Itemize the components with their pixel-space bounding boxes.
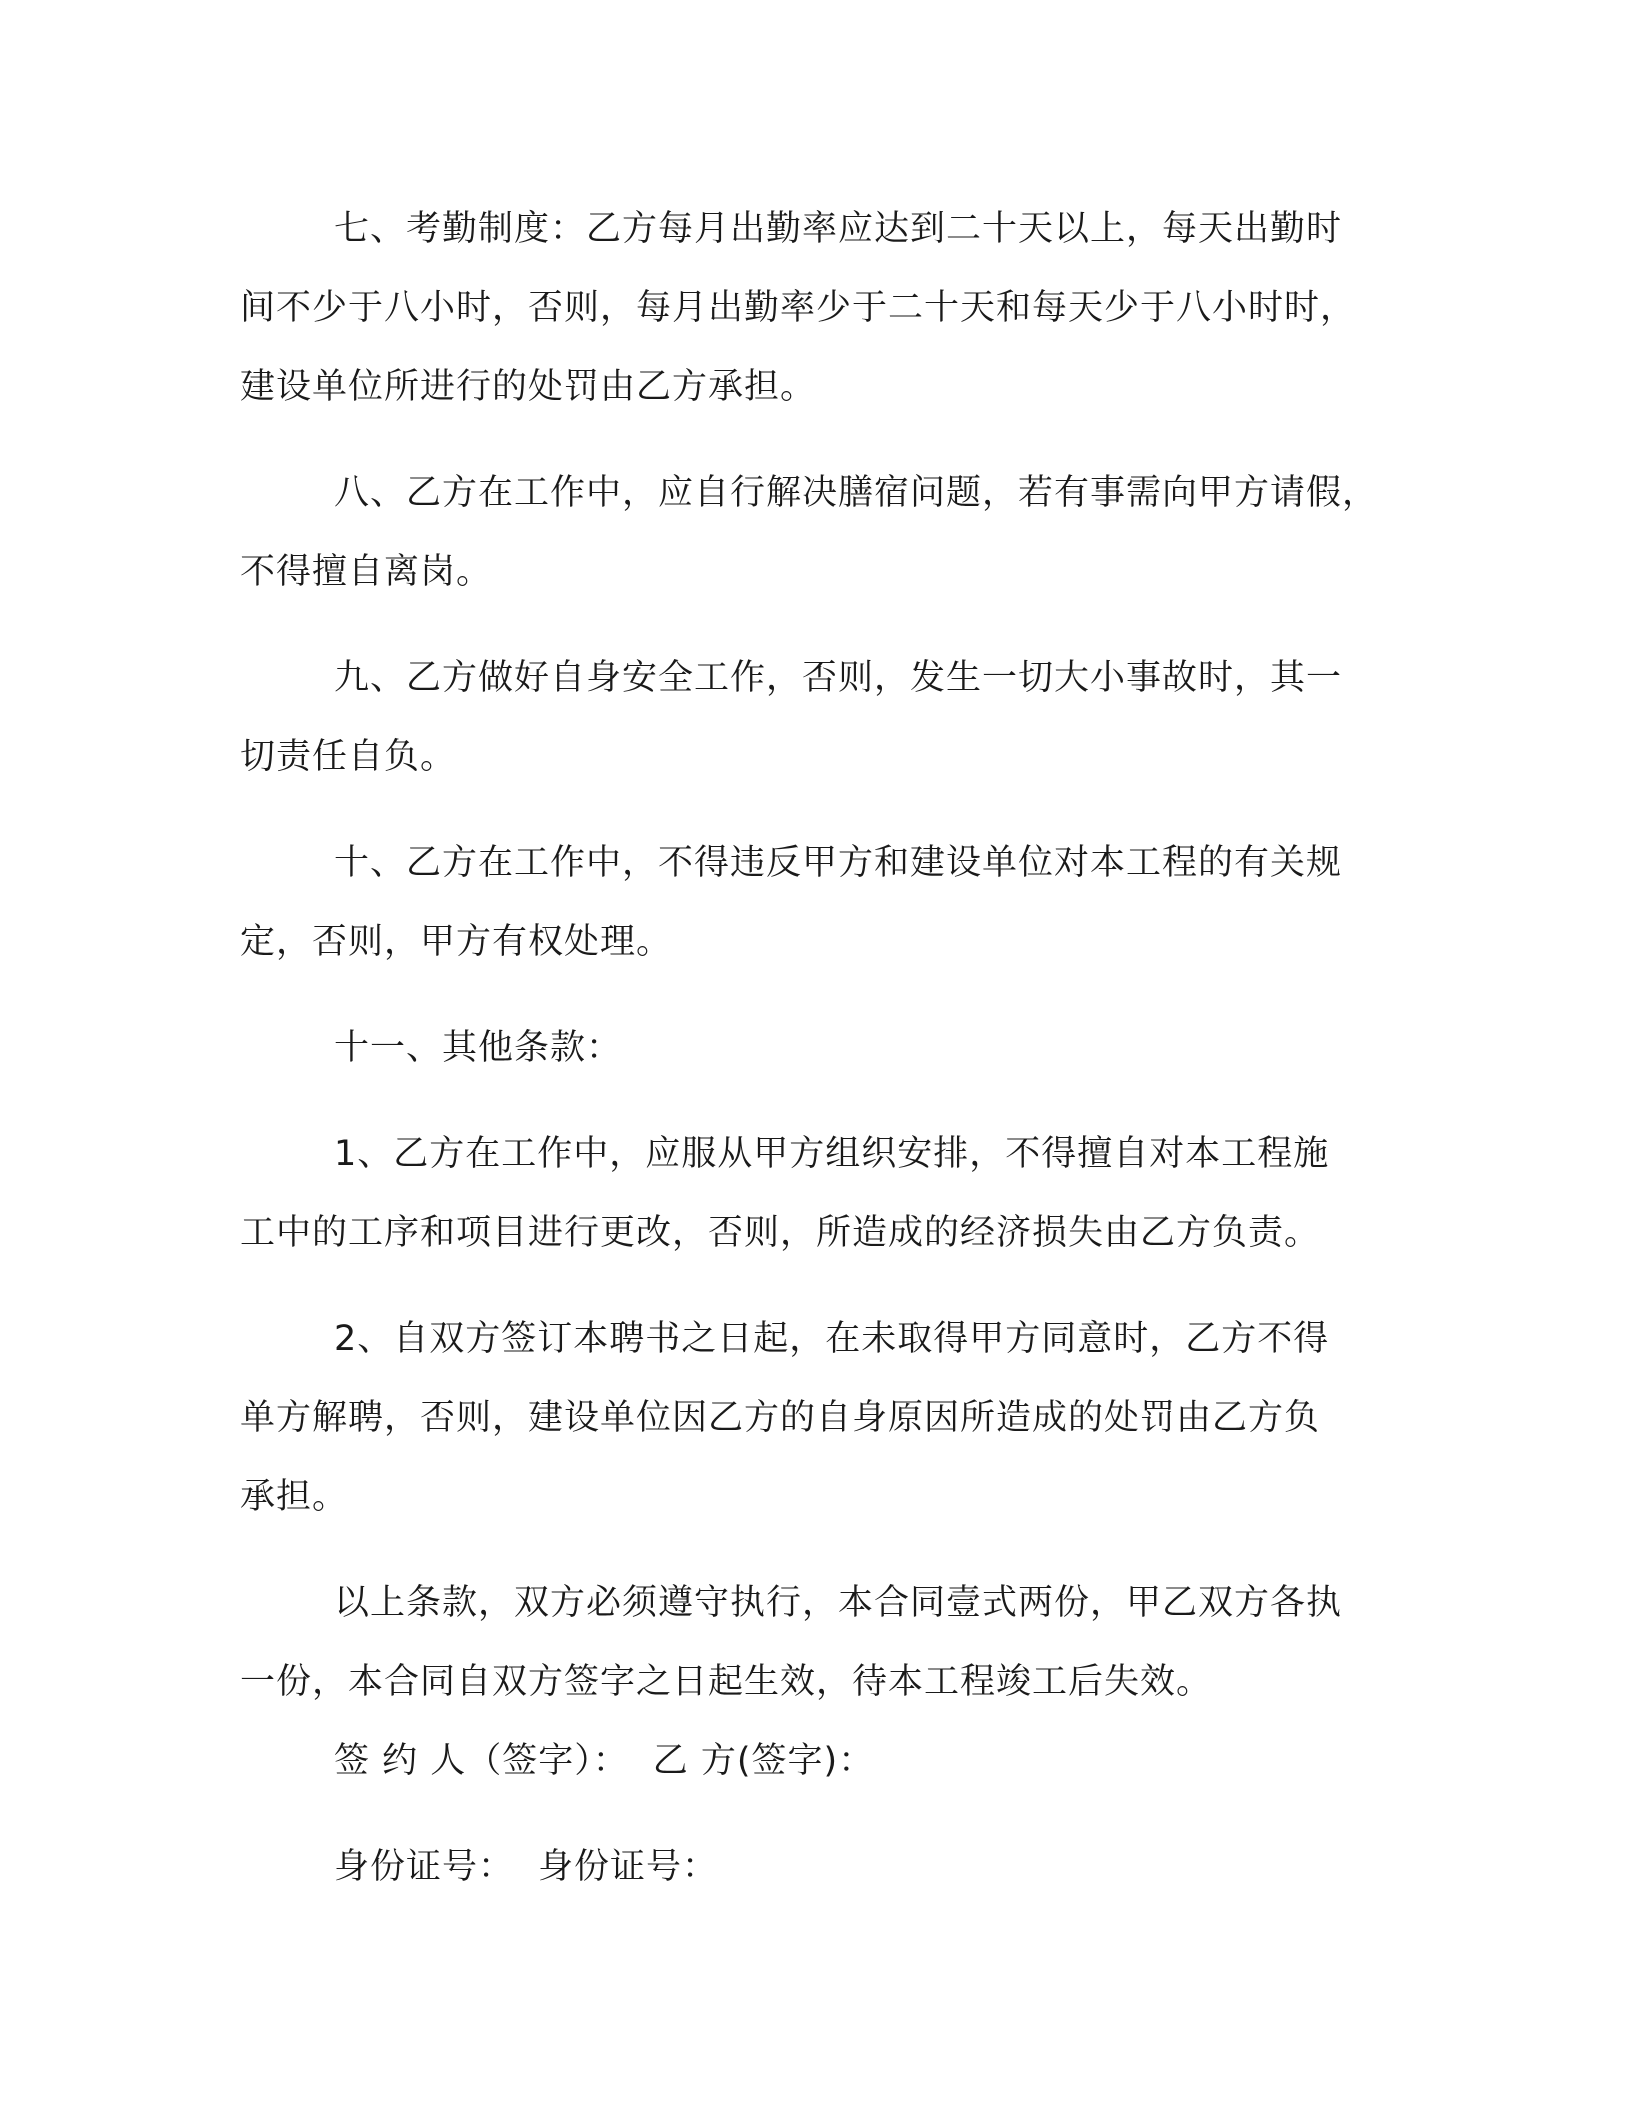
clause-8-line-2: 不得擅自离岗。 (240, 552, 493, 592)
document-body (240, 190, 1400, 1907)
closing-line-2: 一份，本合同自双方签字之日起生效，待本工程竣工后失效。 (240, 1662, 1213, 1702)
clause-10-paragraph (240, 824, 1400, 982)
clause-11-2-line-1: 2、自双方签订本聘书之日起，在未取得甲方同意时，乙方不得 (334, 1319, 1330, 1359)
clause-11-1-paragraph (240, 1115, 1400, 1273)
clause-8-paragraph (240, 454, 1400, 612)
clause-9-line-2: 切责任自负。 (240, 737, 457, 777)
clause-11-2-paragraph (240, 1300, 1400, 1537)
clause-9-line-1: 九、乙方做好自身安全工作，否则，发生一切大小事故时，其一 (334, 658, 1343, 698)
clause-11-2-line-2: 单方解聘，否则，建设单位因乙方的自身原因所造成的处罚由乙方负 (240, 1398, 1321, 1438)
clause-9-paragraph (240, 639, 1400, 797)
clause-11-1-line-2: 工中的工序和项目进行更改，否则，所造成的经济损失由乙方负责。 (240, 1213, 1321, 1253)
clause-11-2-line-3: 承担。 (240, 1477, 349, 1517)
clause-11-1-line-1: 1、乙方在工作中，应服从甲方组织安排，不得擅自对本工程施 (334, 1134, 1330, 1174)
clause-11-line-1: 十一、其他条款： (334, 1028, 623, 1068)
clause-7-paragraph (240, 190, 1400, 427)
clause-10-line-1: 十、乙方在工作中，不得违反甲方和建设单位对本工程的有关规 (334, 843, 1343, 883)
clause-7-line-3: 建设单位所进行的处罚由乙方承担。 (240, 367, 817, 407)
closing-paragraph (240, 1564, 1400, 1722)
party-b-signature-label: 乙 方(签字)： (652, 1741, 875, 1781)
id-number-line (240, 1828, 1400, 1907)
clause-8-line-1: 八、乙方在工作中，应自行解决膳宿问题，若有事需向甲方请假， (334, 473, 1379, 513)
signature-line (240, 1722, 1400, 1801)
party-a-id-label: 身份证号： (334, 1847, 515, 1887)
party-a-signature-label: 签 约 人（签字）： (334, 1741, 629, 1781)
clause-7-line-1: 七、考勤制度：乙方每月出勤率应达到二十天以上，每天出勤时 (334, 209, 1343, 249)
clause-7-line-2: 间不少于八小时，否则，每月出勤率少于二十天和每天少于八小时时， (240, 288, 1357, 328)
party-b-id-label: 身份证号： (538, 1847, 719, 1887)
clause-11-heading (240, 1009, 1400, 1088)
clause-10-line-2: 定，否则，甲方有权处理。 (240, 922, 673, 962)
closing-line-1: 以上条款，双方必须遵守执行，本合同壹式两份，甲乙双方各执 (334, 1583, 1343, 1623)
